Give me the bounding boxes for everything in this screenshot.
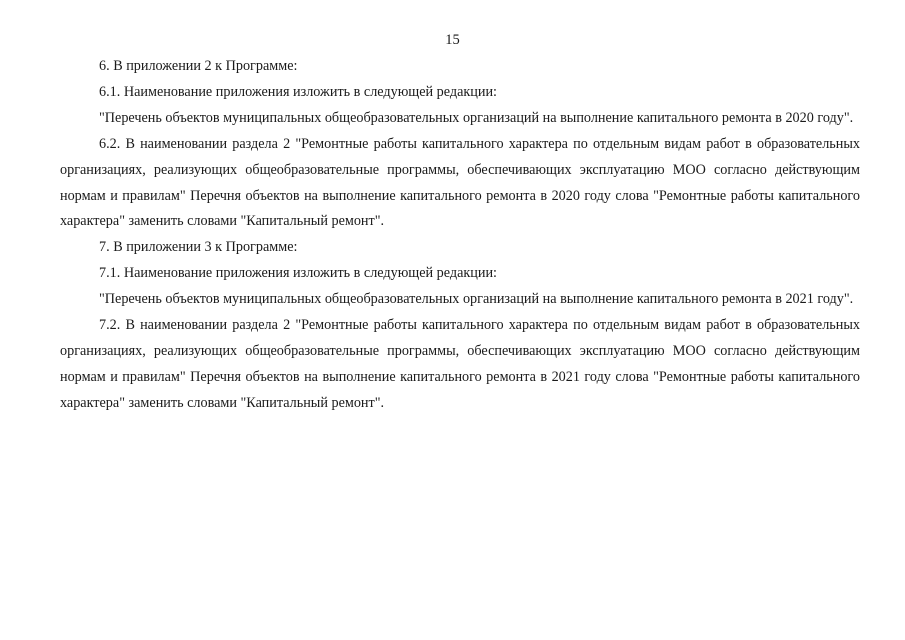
document-body (60, 54, 860, 417)
paragraph-6-heading: 6. В приложении 2 к Программе: (99, 58, 298, 74)
paragraph-6-1-quote: "Перечень объектов муниципальных общеобразовательных организаций на выполнение капитального ремонта в 2020 году". (99, 109, 854, 126)
paragraph-7-2: 7.2. В наименовании раздела 2 "Ремонтные работы капитального характера по отдельным видам работ в образовательных организациях, реализующих общеобразовательные программы, обеспечивающих эксплуатацию МОО согласно действующим нормам и правилам" Перечня объектов на выполнение капитального ремонта в 2021 году слова "Ремонтные работы капитального характера" заменить словами "Капитальный ремонт". (60, 317, 860, 411)
paragraph-7-1: 7.1. Наименование приложения изложить в следующей редакции: (99, 265, 497, 282)
paragraph-7-1-quote: "Перечень объектов муниципальных общеобразовательных организаций на выполнение капитального ремонта в 2021 году". (99, 291, 854, 308)
paragraph-7-heading: 7. В приложении 3 к Программе: (99, 239, 298, 256)
page-number: 15 (445, 32, 460, 48)
paragraph-6-1: 6.1. Наименование приложения изложить в следующей редакции: (99, 83, 497, 100)
paragraph-6-2: 6.2. В наименовании раздела 2 "Ремонтные работы капитального характера по отдельным видам работ в образовательных организациях, реализующих общеобразовательные программы, обеспечивающих эксплуатацию МОО согласно действующим нормам и правилам" Перечня объектов на выполнение капитального ремонта в 2020 году слова "Ремонтные работы капитального характера" заменить словами "Капитальный ремонт". (60, 135, 860, 230)
